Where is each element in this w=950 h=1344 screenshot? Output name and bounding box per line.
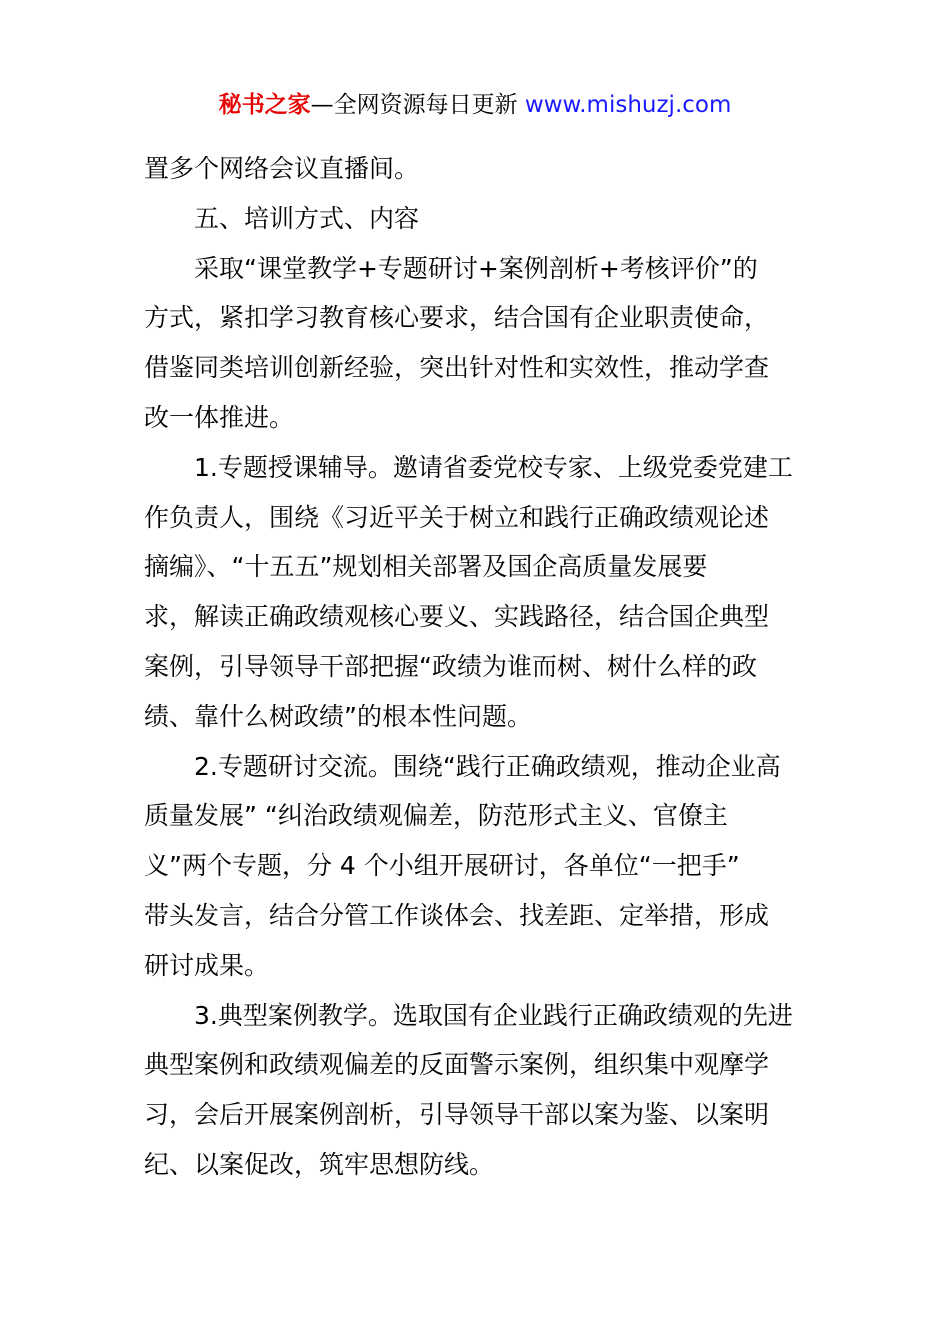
header-tagline: —全网资源每日更新 — [310, 92, 518, 118]
text-line: 借鉴同类培训创新经验，突出针对性和实效性，推动学查 — [144, 353, 770, 383]
text-line: 置多个网络会议直播间。 — [144, 154, 420, 183]
text-line: 典型案例和政绩观偏差的反面警示案例，组织集中观摩学 — [144, 1050, 770, 1080]
text-line: 绩、靠什么树政绩”的根本性问题。 — [144, 701, 532, 731]
section-heading: 五、培训方式、内容 — [194, 203, 420, 233]
text-line: 研讨成果。 — [144, 950, 270, 980]
text-line: 摘编》、“十五五”规划相关部署及国企高质量发展要 — [144, 552, 708, 582]
text-line: 带头发言，结合分管工作谈体会、找差距、定举措，形成 — [144, 900, 770, 930]
text-line: 习，会后开展案例剖析，引导领导干部以案为鉴、以案明 — [144, 1100, 770, 1130]
text-line: 纪、以案促改，筑牢思想防线。 — [144, 1149, 495, 1179]
website-url[interactable]: www.mishuzj.com — [524, 92, 732, 118]
page-header — [0, 88, 950, 122]
text-line: 求，解读正确政绩观核心要义、实践路径，结合国企典型 — [144, 602, 770, 632]
text-line: 改一体推进。 — [144, 402, 295, 432]
text-line: 2.专题研讨交流。围绕“践行正确政绩观，推动企业高 — [194, 751, 781, 781]
text-line: 1.专题授课辅导。邀请省委党校专家、上级党委党建工 — [194, 452, 793, 482]
text-line: 案例，引导领导干部把握“政绩为谁而树、树什么样的政 — [144, 651, 757, 681]
text-line: 作负责人，围绕《习近平关于树立和践行正确政绩观论述 — [144, 502, 770, 532]
text-line: 质量发展” “纠治政绩观偏差，防范形式主义、官僚主 — [144, 801, 728, 831]
text-line: 采取“课堂教学+专题研讨+案例剖析+考核评价”的 — [194, 253, 758, 283]
text-line: 3.典型案例教学。选取国有企业践行正确政绩观的先进 — [194, 1000, 793, 1030]
text-line: 义”两个专题，分 4 个小组开展研讨，各单位“一把手” — [144, 851, 740, 881]
text-line: 方式，紧扣学习教育核心要求，结合国有企业职责使命， — [144, 303, 770, 333]
document-body — [144, 144, 808, 1190]
brand-name: 秘书之家 — [218, 92, 311, 118]
